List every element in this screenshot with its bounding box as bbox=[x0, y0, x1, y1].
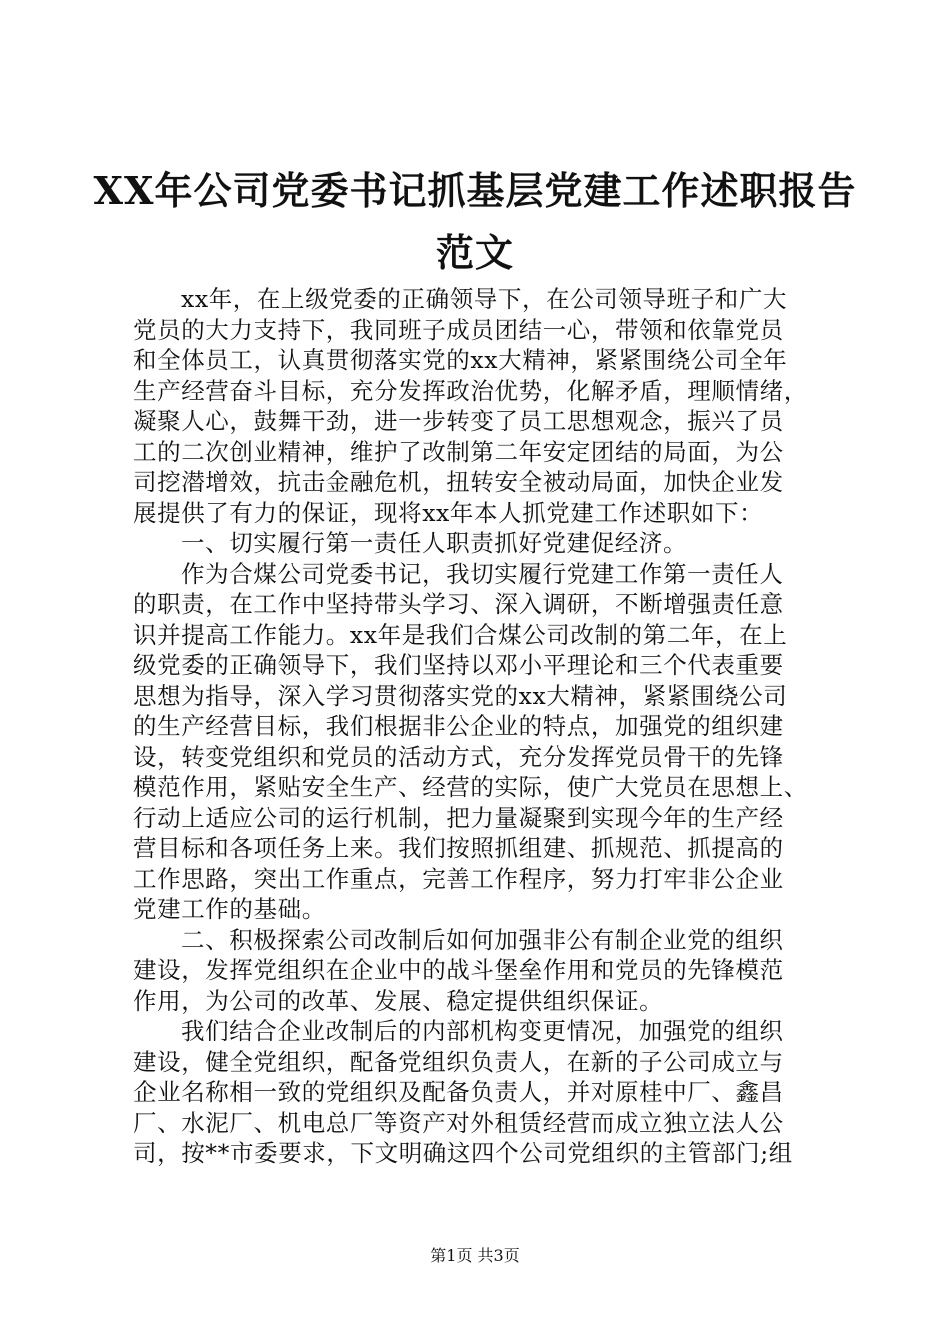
paragraph-line: 生产经营奋斗目标，充分发挥政治优势，化解矛盾，理顺情绪， bbox=[133, 376, 808, 405]
paragraph-line: 识并提高工作能力。xx年是我们合煤公司改制的第二年，在上 bbox=[133, 620, 788, 649]
paragraph-line: 凝聚人心，鼓舞干劲，进一步转变了员工思想观念，振兴了员 bbox=[133, 407, 784, 435]
section-heading: 一、切实履行第一责任人职责抓好党建促经济。 bbox=[181, 529, 688, 557]
paragraph-line: 厂、水泥厂、机电总厂等资产对外租赁经营而成立独立法人公 bbox=[133, 1108, 784, 1137]
paragraph-line: 营目标和各项任务上来。我们按照抓组建、抓规范、抓提高的 bbox=[133, 834, 784, 862]
paragraph-line: 企业名称相一致的党组织及配备负责人，并对原桂中厂、鑫昌 bbox=[133, 1078, 784, 1106]
paragraph-line: 工作思路，突出工作重点，完善工作程序，努力打牢非公企业 bbox=[133, 864, 784, 893]
section-heading: 二、积极探索公司改制后如何加强非公有制企业党的组织 bbox=[181, 925, 784, 954]
paragraph-line: 的职责，在工作中坚持带头学习、深入调研，不断增强责任意 bbox=[133, 590, 784, 618]
paragraph-line: 司挖潜增效，抗击金融危机，扭转安全被动局面，加快企业发 bbox=[133, 468, 784, 496]
paragraph-line: 的生产经营目标，我们根据非公企业的特点，加强党的组织建 bbox=[133, 712, 784, 740]
paragraph-line: 我们结合企业改制后的内部机构变更情况，加强党的组织 bbox=[181, 1017, 784, 1045]
document-title-continued: 范文 bbox=[435, 230, 514, 275]
paragraph-line: 和全体员工，认真贯彻落实党的xx大精神，紧紧围绕公司全年 bbox=[133, 346, 788, 374]
paragraph-line: 建设，健全党组织，配备党组织负责人，在新的子公司成立与 bbox=[133, 1047, 784, 1076]
document-body bbox=[133, 284, 833, 1169]
section-heading-continued: 作用，为公司的改革、发展、稳定提供组织保证。 bbox=[133, 986, 664, 1015]
paragraph-line: 级党委的正确领导下，我们坚持以邓小平理论和三个代表重要 bbox=[133, 651, 784, 679]
document-title: XX年公司党委书记抓基层党建工作述职报告 bbox=[93, 168, 857, 213]
paragraph-line: 展提供了有力的保证，现将xx年本人抓党建工作述职如下： bbox=[133, 498, 764, 527]
page-number-footer: 第1页 共3页 bbox=[430, 1246, 520, 1265]
paragraph-line: 党员的大力支持下，我同班子成员团结一心，带领和依靠党员 bbox=[133, 315, 784, 344]
paragraph-line: 司，按**市委要求，下文明确这四个公司党组织的主管部门;组 bbox=[133, 1139, 793, 1167]
paragraph-line: 工的二次创业精神，维护了改制第二年安定团结的局面，为公 bbox=[133, 437, 784, 466]
paragraph-line: 设，转变党组织和党员的活动方式，充分发挥党员骨干的先锋 bbox=[133, 742, 784, 771]
paragraph-line: 行动上适应公司的运行机制，把力量凝聚到实现今年的生产经 bbox=[133, 803, 784, 832]
paragraph-line: 作为合煤公司党委书记，我切实履行党建工作第一责任人 bbox=[181, 559, 784, 588]
section-heading-continued: 建设，发挥党组织在企业中的战斗堡垒作用和党员的先锋模范 bbox=[133, 956, 784, 984]
paragraph-line: 思想为指导，深入学习贯彻落实党的xx大精神，紧紧围绕公司 bbox=[133, 681, 788, 710]
paragraph-line: 模范作用，紧贴安全生产、经营的实际，使广大党员在思想上、 bbox=[133, 773, 808, 801]
paragraph-line: xx年，在上级党委的正确领导下，在公司领导班子和广大 bbox=[181, 285, 788, 313]
paragraph-line: 党建工作的基础。 bbox=[133, 895, 326, 923]
